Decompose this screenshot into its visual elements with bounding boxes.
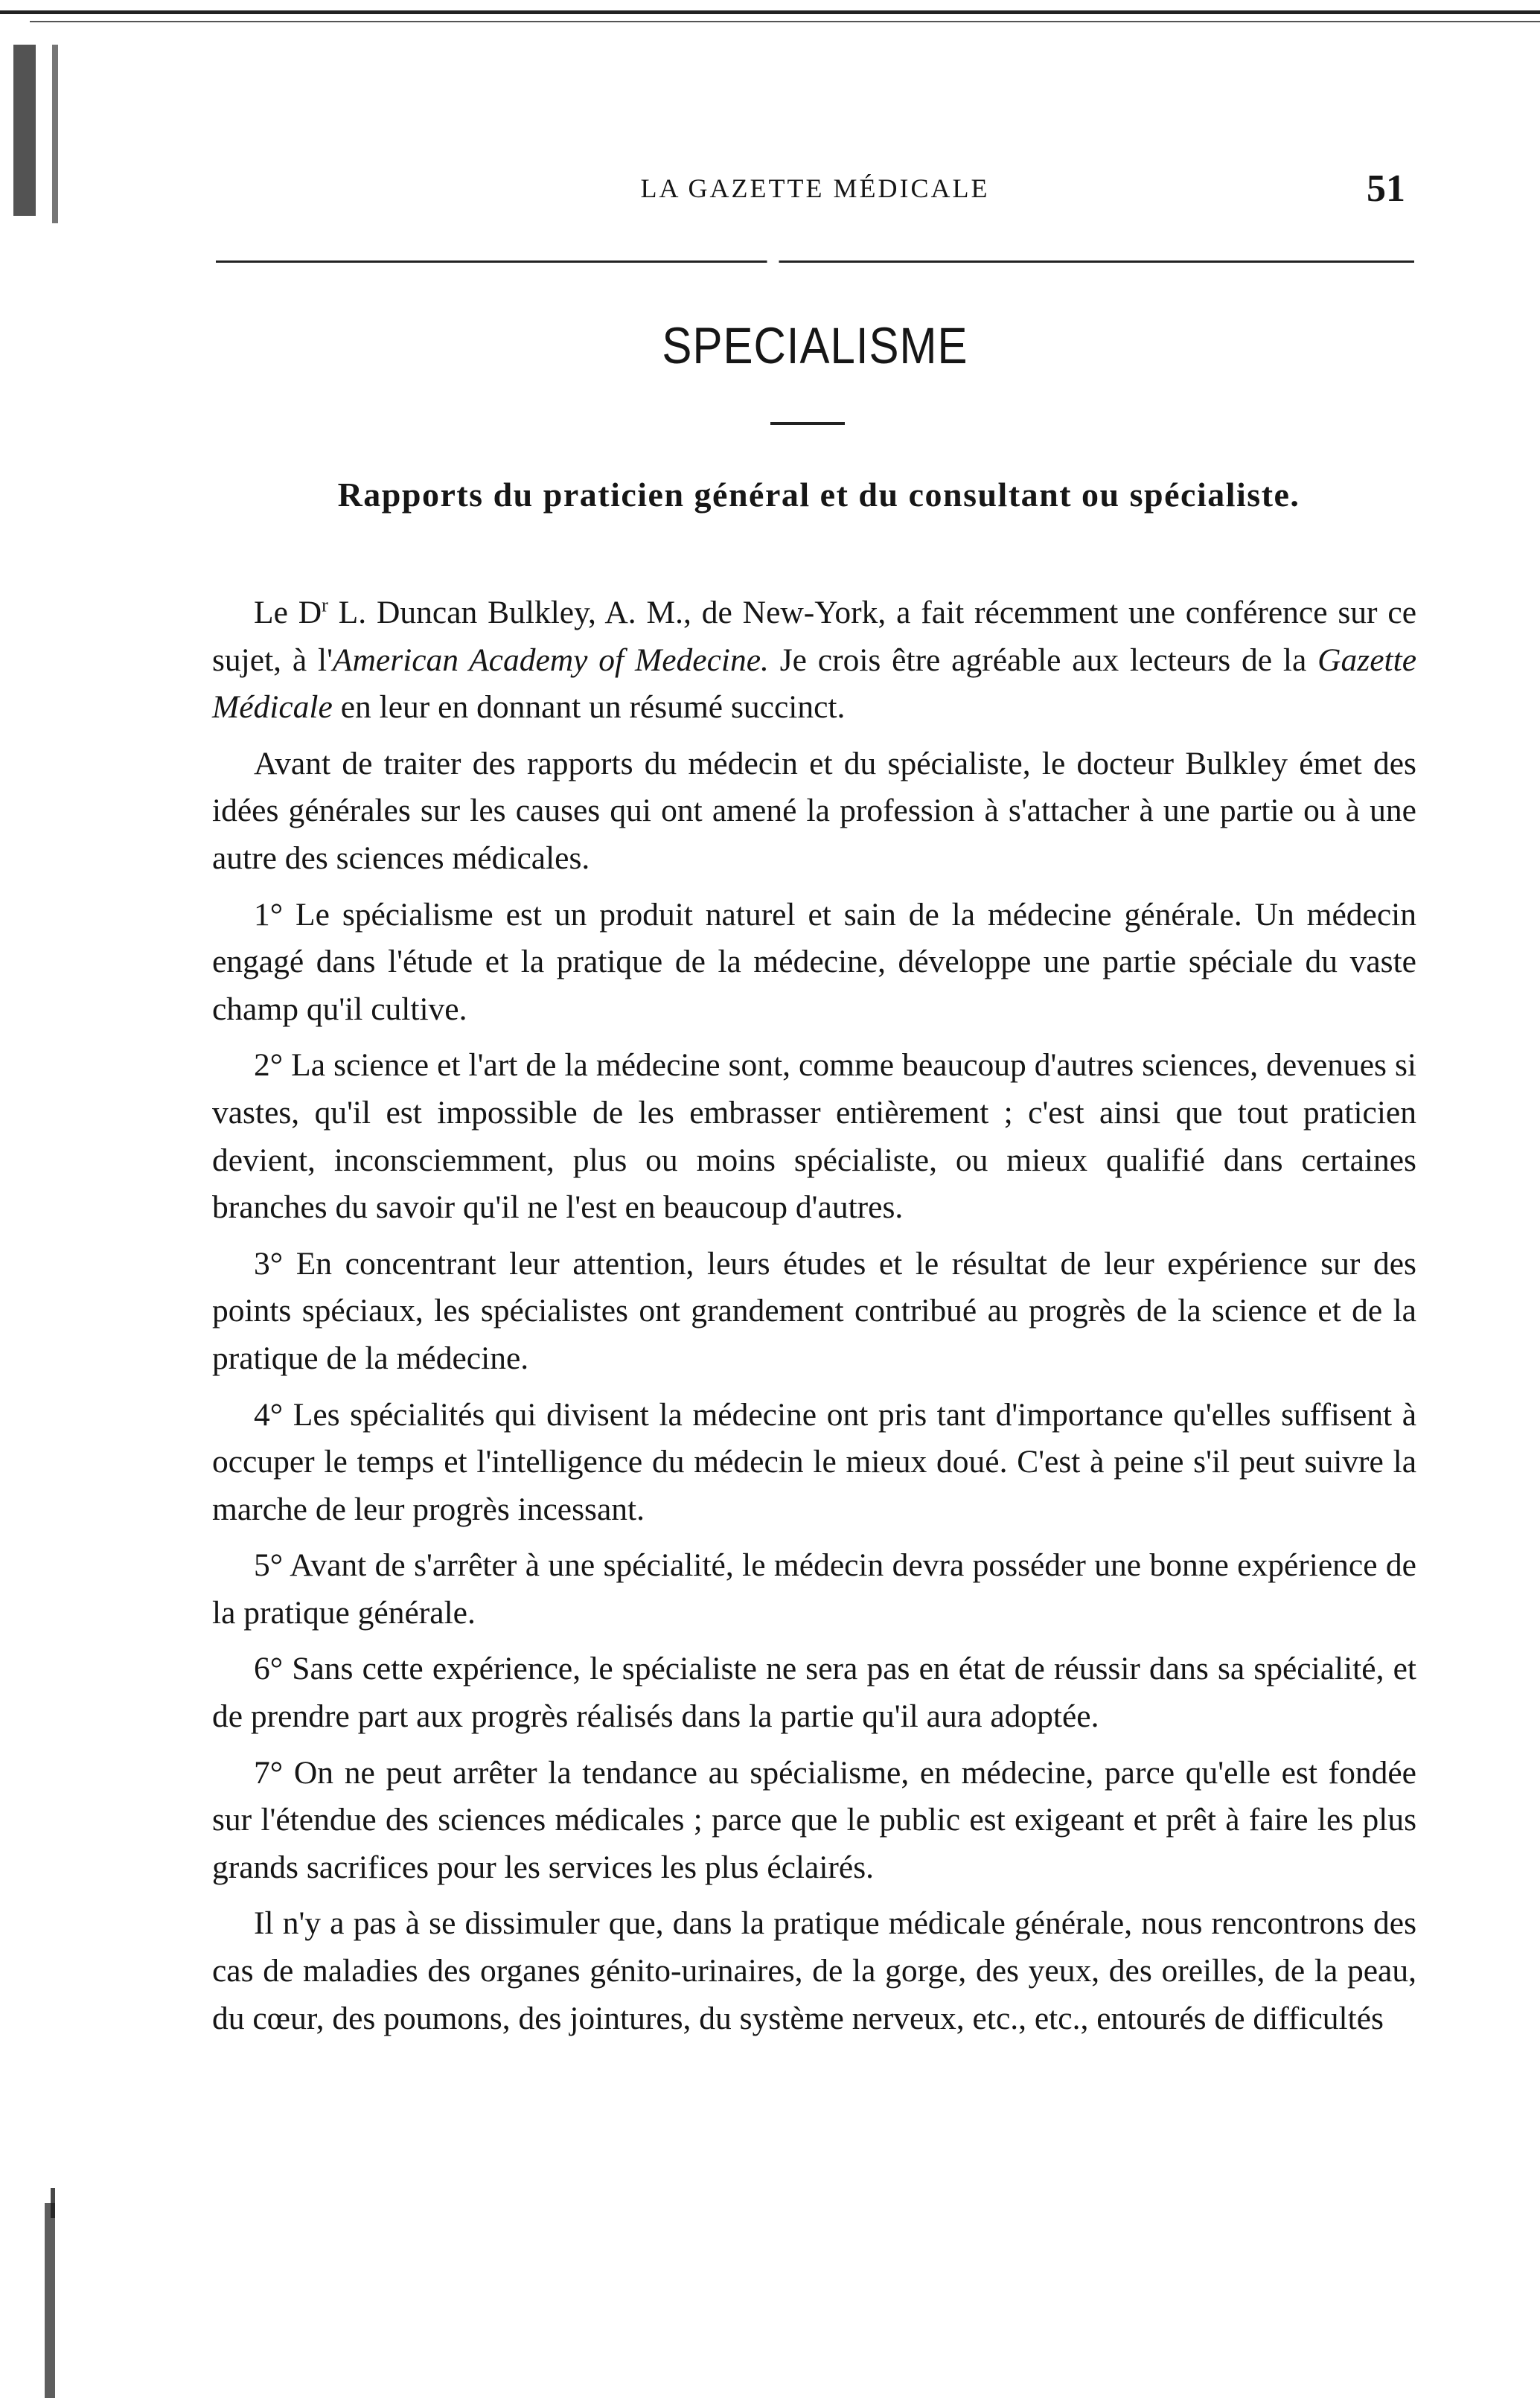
paragraph-point-6: 6° Sans cette expérience, le spécialiste ne sera pas en état de réussir dans sa spécialité, et de prendre part aux progrès réalisés dans la partie qu'il aura adoptée. <box>212 1651 1416 1735</box>
article-subtitle: Rapports du praticien général et du consultant ou spécialiste. <box>337 476 1300 514</box>
intro-text: Je crois être agréable aux lecteurs de la <box>768 642 1318 678</box>
article-title: SPECIALISME <box>662 316 968 375</box>
running-title: LA GAZETTE MÉDICALE <box>640 173 990 203</box>
scan-gutter-mark <box>52 45 58 223</box>
scan-top-border-inner <box>30 21 1540 22</box>
scan-top-border <box>0 10 1540 14</box>
paragraph-point-3: 3° En concentrant leur attention, leurs études et le résultat de leur expérience sur des points spéciaux, les spécialistes ont grandement contribué au progrès de la science et de la pratique de la médecine. <box>212 1245 1416 1376</box>
paragraph: Il n'y a pas à se dissimuler que, dans la pratique médicale générale, nous rencontrons des cas de maladies des organes génito-urinaires, de la gorge, des yeux, des oreilles, de la peau, du cœur, des poumons, des jointures, du système nerveux, etc., etc., entourés de difficultés <box>212 1905 1416 2036</box>
page-number: 51 <box>1367 167 1405 210</box>
scan-gutter-mark <box>13 45 36 216</box>
header-rule <box>216 260 1414 263</box>
academy-name: American Academy of Medecine. <box>332 642 769 678</box>
journal-name: Gazette Médicale <box>212 642 1417 726</box>
intro-text: L. Duncan Bulkley, A. M., de New-York, a fait récemment une conférence sur ce sujet, à l' <box>212 595 1417 678</box>
article-body <box>212 589 1416 2042</box>
paragraph-point-7: 7° On ne peut arrêter la tendance au spécialisme, en médecine, parce qu'elle est fondée sur l'étendue des sciences médicales ; parce que le public est exigeant et prêt à faire les plus grands sacrifices pour les services les plus éclairés. <box>212 1754 1416 1885</box>
scan-gutter-mark <box>45 2203 55 2398</box>
intro-text: en leur en donnant un résumé succinct. <box>332 689 846 726</box>
title-rule <box>770 422 845 425</box>
paragraph: Avant de traiter des rapports du médecin et du spécialiste, le docteur Bulkley émet des idées générales sur les causes qui ont amené la profession à s'attacher à une partie ou à une autre des sciences médicales. <box>212 745 1416 876</box>
intro-paragraph <box>212 589 1416 732</box>
running-head <box>216 167 1414 217</box>
title-superscript: r <box>322 594 328 616</box>
paragraph-point-2: 2° La science et l'art de la médecine sont, comme beaucoup d'autres sciences, devenues si vastes, qu'il est impossible de les embrasser entièrement ; c'est ainsi que tout praticien devient, inconsciemment, plus ou moins spécialiste, ou mieux qualifié dans certaines branches du savoir qu'il ne l'est en beaucoup d'autres. <box>212 1047 1416 1226</box>
paragraph-point-1: 1° Le spécialisme est un produit naturel et sain de la médecine générale. Un médecin engagé dans l'étude et la pratique de la médecine, développe une partie spéciale du vaste champ qu'il cultive. <box>212 896 1416 1027</box>
intro-text: Le D <box>254 595 322 630</box>
paragraph-point-5: 5° Avant de s'arrêter à une spécialité, le médecin devra posséder une bonne expérience de la pratique générale. <box>212 1547 1416 1631</box>
paragraph-point-4: 4° Les spécialités qui divisent la médecine ont pris tant d'importance qu'elles suffisent à occuper le temps et l'intelligence du médecin le mieux doué. C'est à peine s'il peut suivre la marche de leur progrès incessant. <box>212 1396 1416 1527</box>
scan-gutter-mark <box>51 2188 55 2218</box>
